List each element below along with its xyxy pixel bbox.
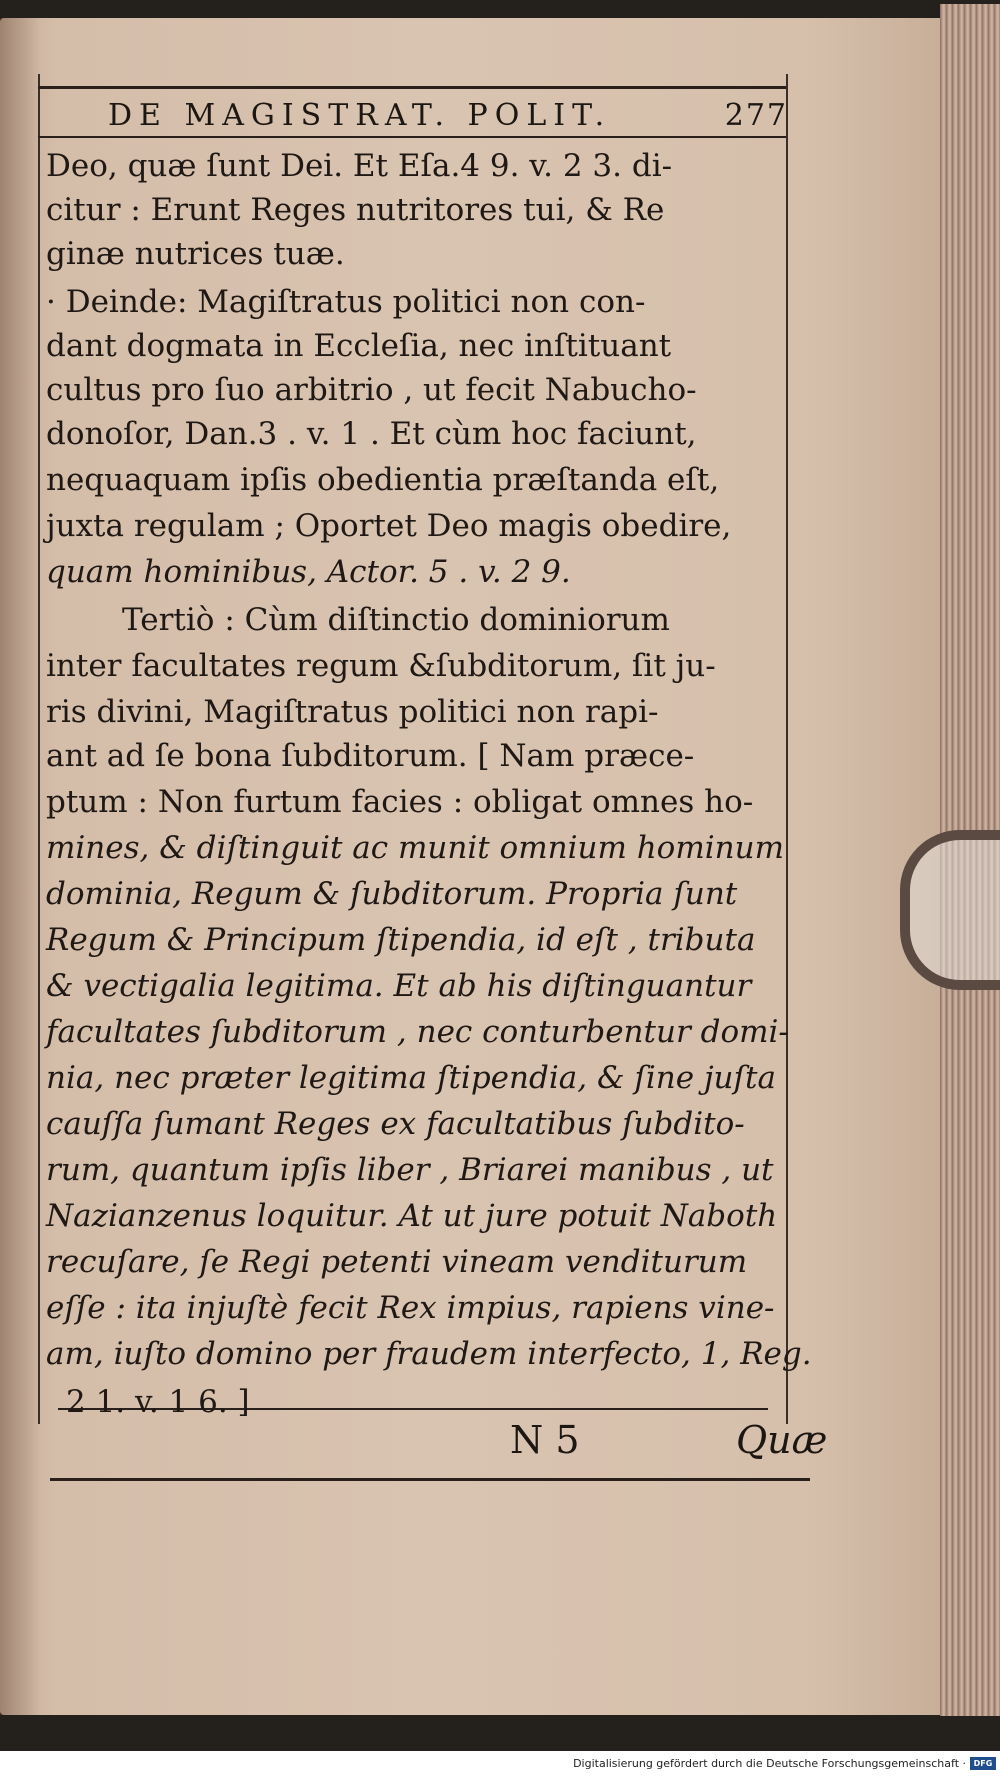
text-line: nequaquam ipſis obedientia præſtanda eſt, bbox=[46, 462, 720, 498]
text-line: dant dogmata in Eccleſia, nec inſtituant bbox=[46, 328, 672, 364]
text-line: Regum & Principum ſtipendia, id eſt , tributa bbox=[46, 922, 756, 958]
text-line: ptum : Non furtum facies : obligat omnes ho- bbox=[46, 784, 754, 820]
text-line: rum, quantum ipſis liber , Briarei manibus , ut bbox=[46, 1152, 774, 1188]
text-line: ris divini, Magiſtratus politici non rapi- bbox=[46, 694, 659, 730]
bottom-rule bbox=[50, 1478, 810, 1481]
text-line: Tertiò : Cùm diſtinctio dominiorum bbox=[122, 602, 670, 638]
text-line: donoſor, Dan.3 . v. 1 . Et cùm hoc faciunt, bbox=[46, 416, 697, 452]
text-line: citur : Erunt Reges nutritores tui, & Re bbox=[46, 192, 665, 228]
text-line: dominia, Regum & ſubditorum. Propria ſunt bbox=[46, 876, 738, 912]
running-head-title: DE MAGISTRAT. POLIT. bbox=[108, 98, 612, 133]
text-line: nia, nec præter legitima ſtipendia, & ſine juſta bbox=[46, 1060, 776, 1096]
text-line: Nazianzenus loquitur. At ut jure potuit Naboth bbox=[46, 1198, 778, 1234]
credit-bar bbox=[0, 1751, 1000, 1776]
text-line: facultates ſubditorum , nec conturbentur domi- bbox=[46, 1014, 789, 1050]
page-number: 277 bbox=[724, 98, 788, 133]
text-line: · Deinde: Magiſtratus politici non con- bbox=[46, 284, 646, 320]
text-line: ginæ nutrices tuæ. bbox=[46, 236, 345, 272]
text-line: recuſare, ſe Regi petenti vineam venditurum bbox=[46, 1244, 748, 1280]
text-line: mines, & diſtinguit ac munit omnium hominum bbox=[46, 830, 784, 866]
spine-shadow bbox=[0, 18, 40, 1715]
text-line: 2 1. v. 1 6. ] bbox=[66, 1384, 250, 1420]
catchword: Quæ bbox=[736, 1418, 828, 1462]
text-line: eſſe : ita injuſtè fecit Rex impius, rapiens vine- bbox=[46, 1290, 775, 1326]
signature-mark: N 5 bbox=[510, 1418, 580, 1462]
book-clasp bbox=[900, 830, 1000, 990]
text-line: am, iuſto domino per fraudem interfecto, 1, Reg. bbox=[46, 1336, 812, 1372]
dfg-logo: DFG bbox=[970, 1757, 996, 1770]
text-line: inter facultates regum &ſubditorum, ſit ju- bbox=[46, 648, 716, 684]
text-line: quam hominibus, Actor. 5 . v. 2 9. bbox=[46, 554, 571, 590]
text-line: Deo, quæ ſunt Dei. Et Eſa.4 9. v. 2 3. di- bbox=[46, 148, 673, 184]
running-head bbox=[108, 98, 788, 138]
credit-text: Digitalisierung gefördert durch die Deutsche Forschungsgemeinschaft · bbox=[573, 1757, 966, 1770]
text-line: cultus pro ſuo arbitrio , ut fecit Nabucho- bbox=[46, 372, 697, 408]
text-line: cauſſa ſumant Reges ex facultatibus ſubdito- bbox=[46, 1106, 745, 1142]
text-line: & vectigalia legitima. Et ab his diſtinguantur bbox=[46, 968, 752, 1004]
text-line: juxta regulam ; Oportet Deo magis obedire, bbox=[46, 508, 732, 544]
text-line: ant ad ſe bona ſubditorum. [ Nam præce- bbox=[46, 738, 695, 774]
top-rule bbox=[38, 86, 786, 89]
